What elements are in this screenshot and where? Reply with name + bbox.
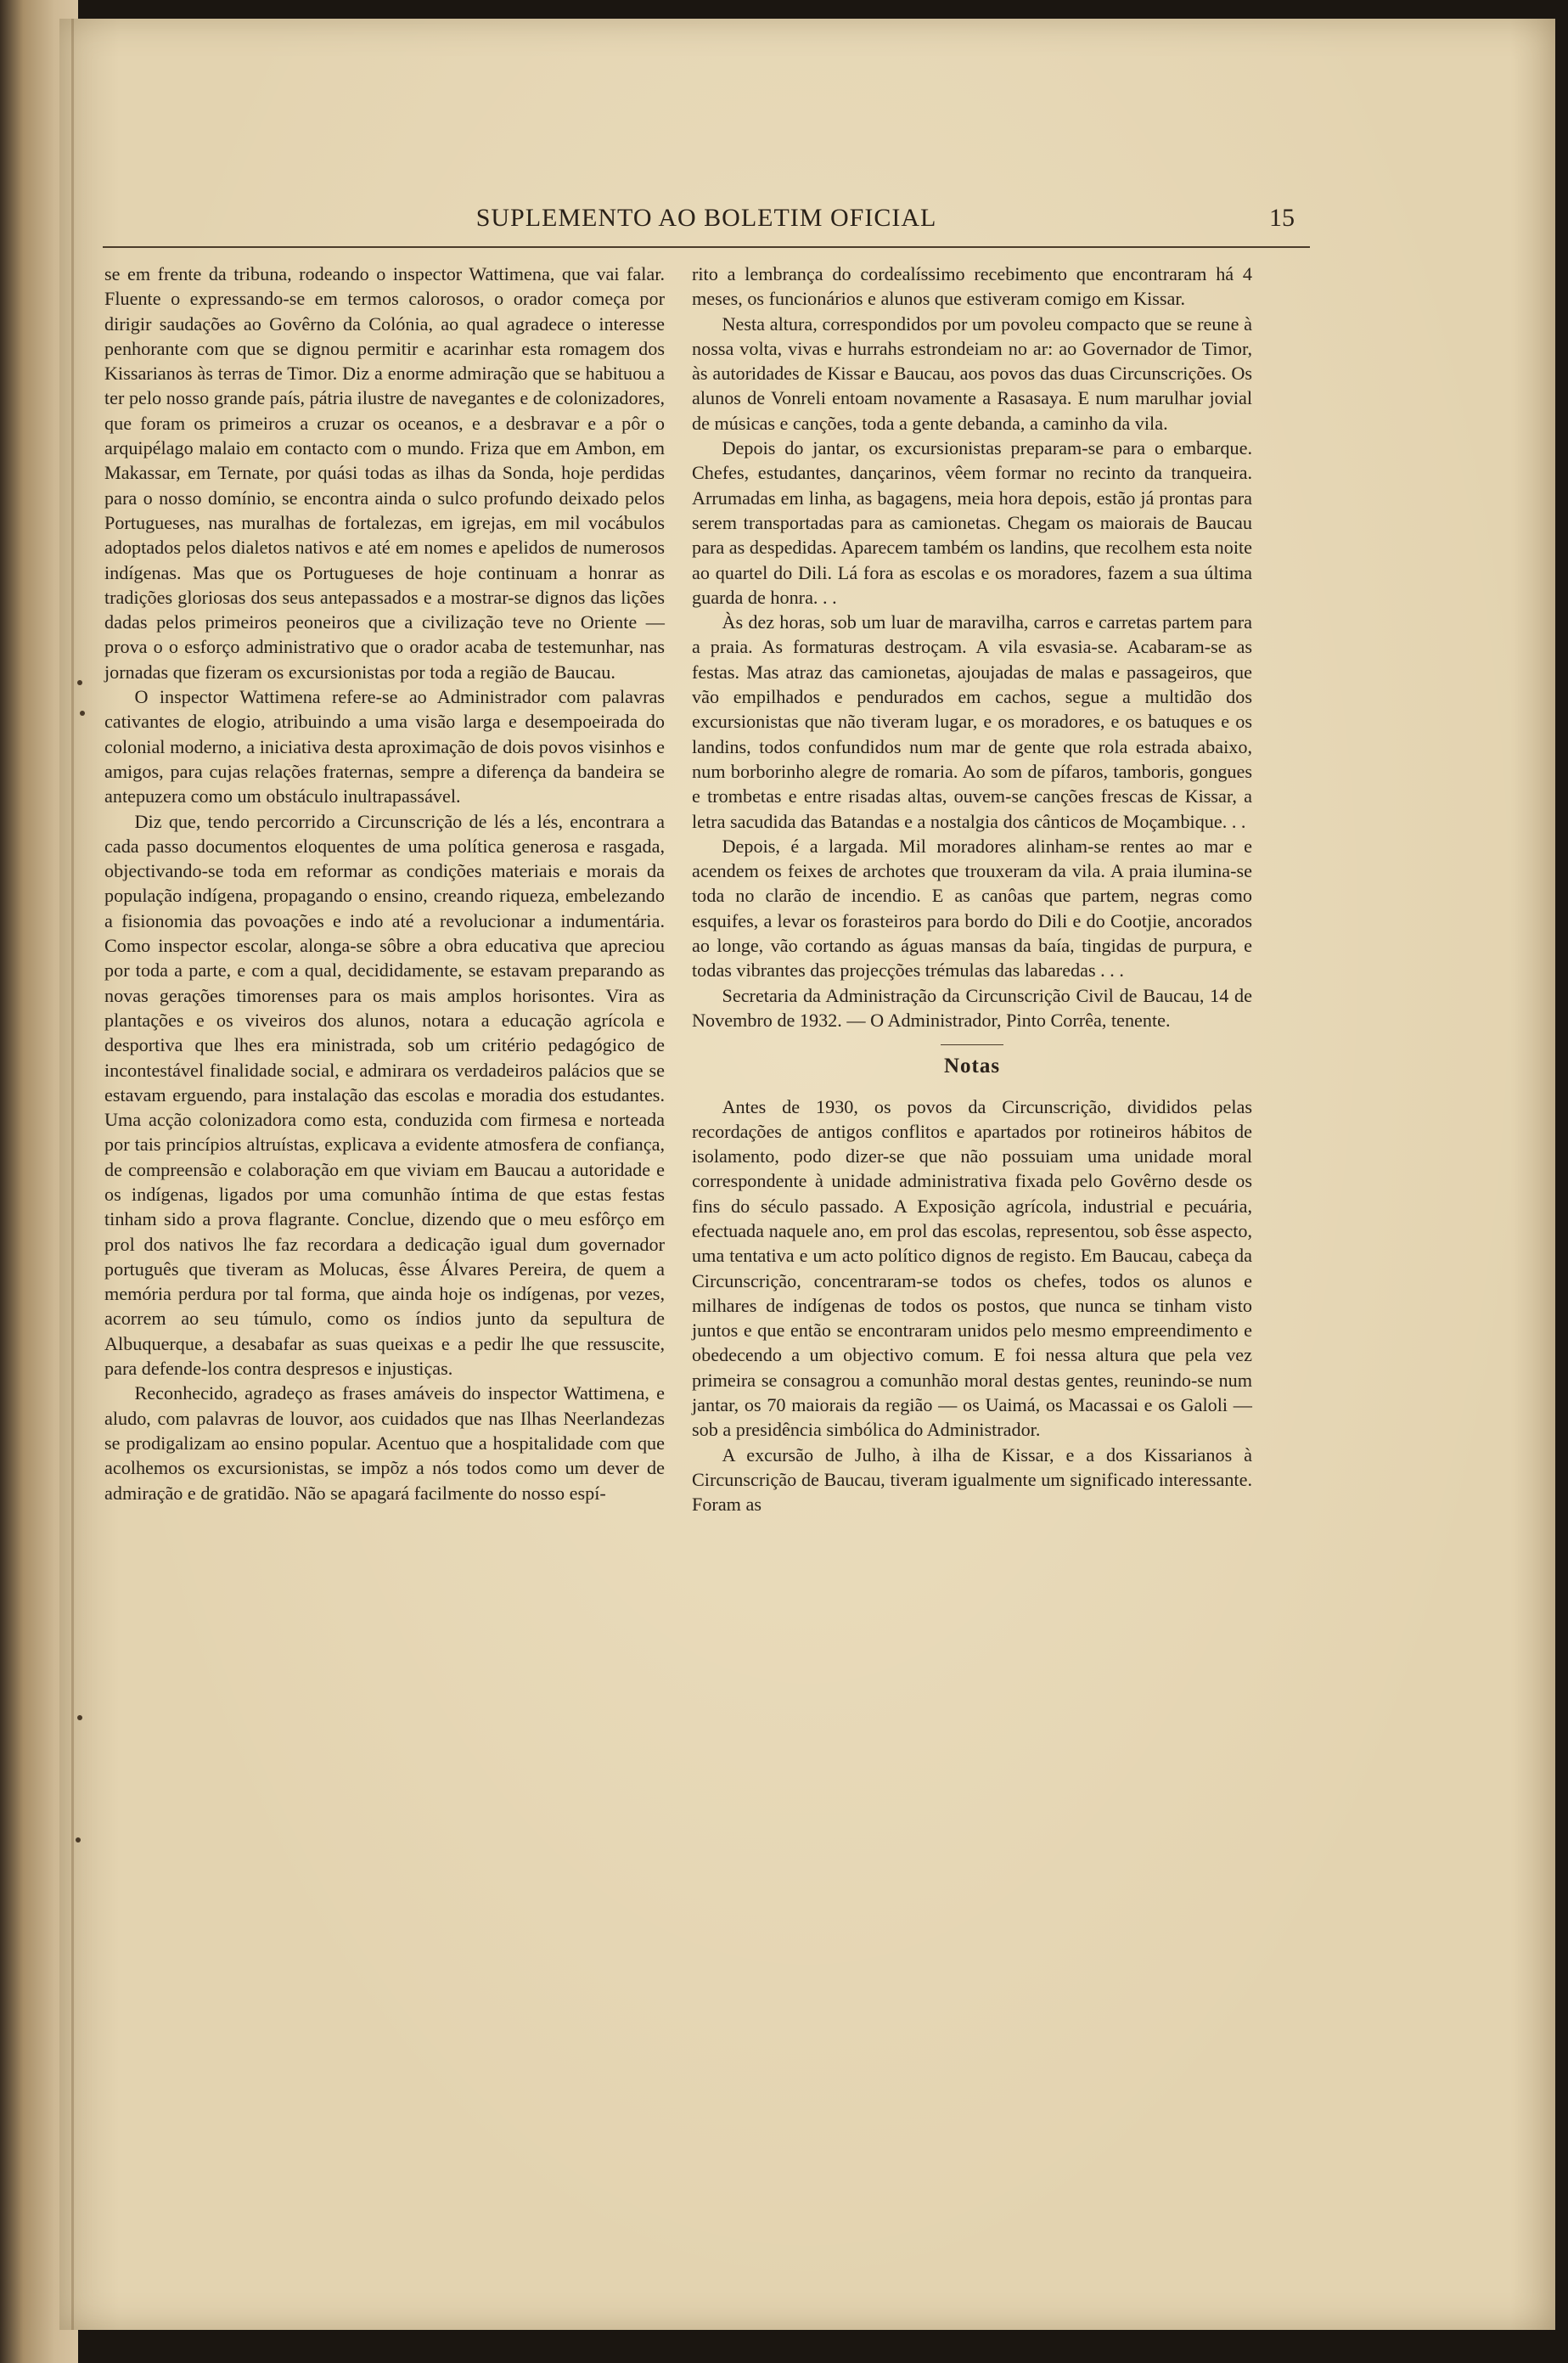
paragraph: rito a lembrança do cordealíssimo recebimento que encontraram há 4 meses, os funcionários e alunos que estiveram comigo em Kissar. (692, 263, 1252, 310)
section-divider (941, 1044, 1003, 1045)
notes-heading: Notas (943, 1055, 1001, 1078)
paragraph: A excursão de Julho, à ilha de Kissar, e a dos Kissarianos à Circunscrição de Baucau, tiveram igualmente um significado interessante. Foram as (692, 1443, 1252, 1516)
right-column (692, 262, 1252, 1517)
margin-mark (77, 680, 82, 685)
paragraph: se em frente da tribuna, rodeando o inspector Wattimena, que vai falar. Fluente o expressando-se em termos calorosos, o orador começa por dirigir saudações ao Govêrno da Colónia, ao qual agradece o interesse penhorante com que se dignou permitir e acarinhar esta romagem dos Kissarianos às terras de Timor. Diz a enorme admiração que se habituou a ter pelo nosso grande país, pátria ilustre de navegantes e de colonizadores, que foram os primeiros a cruzar os oceanos, e a desbravar e a pôr o arquipélago malaio em contacto com o mundo. Friza que em Ambon, em Makassar, em Ternate, por quási todas as ilhas da Sonda, hoje perdidas para o nosso domínio, se encontra ainda o sulco profundo deixado pelos Portugueses, nas muralhas de fortalezas, em igrejas, em mil vocábulos adoptados pelos dialetos nativos e até em nomes e apelidos de numerosos indígenas. Mas que os Portugueses de hoje continuam a honrar as tradições gloriosas dos seus antepassados e a mostrar-se dignos das lições dadas pelos primeiros peoneiros que a civilização teve no Oriente — prova o o esforço administrativo que o orador acaba de testemunhar, nas jornadas que fizeram os excursionistas por toda a região de Baucau. (104, 263, 665, 683)
margin-mark (80, 711, 85, 716)
paragraph: O inspector Wattimena refere-se ao Administrador com palavras cativantes de elogio, atribuindo a uma visão larga e desempoeirada do colonial moderno, a iniciativa desta aproximação de dois povos visinhos e amigos, para cujas relações fraternas, sempre a diferença da bandeira se antepuzera como um obstáculo inultrapassável. (104, 686, 665, 807)
margin-mark (76, 1837, 81, 1843)
margin-mark (77, 1715, 82, 1720)
page-number: 15 (1269, 204, 1295, 232)
signature: Secretaria da Administração da Circunscrição Civil de Baucau, 14 de Novembro de 1932. — O Administrador, Pinto Corrêa, tenente. (692, 984, 1252, 1031)
paragraph: Depois do jantar, os excursionistas preparam-se para o embarque. Chefes, estudantes, dançarinos, vêem formar no recinto da tranqueira. Arrumadas em linha, as bagagens, meia hora depois, estão já prontas para serem transportadas para as camionetas. Chegam os maiorais de Baucau para as despedidas. Aparecem também os landins, que recolhem esta noite ao quartel do Dili. Lá fora as escolas e os moradores, fazem a sua última guarda de honra. . . (692, 437, 1252, 608)
left-column (104, 262, 665, 1505)
paragraph: Antes de 1930, os povos da Circunscrição, divididos pelas recordações de antigos conflitos e apartados por rotineiros hábitos de isolamento, podo dizer-se que não possuiam uma unidade moral correspondente à unidade administrativa fixada pelo Govêrno desde os fins do século passado. A Exposição agrícola, industrial e pecuária, efectuada naquele ano, em prol das escolas, representou, sob êsse aspecto, uma tentativa e um acto político dignos de registo. Em Baucau, cabeça da Circunscrição, concentraram-se todos os chefes, todos os alunos e milhares de indígenas de todos os postos, que nunca se tinham visto juntos e que então se encontraram unidos pelo mesmo empreendimento e obedecendo a um objectivo comum. E foi nessa altura que pela vez primeira se consagrou a comunhão moral destas gentes, reunindo-se num jantar, os 70 maiorais da região — os Uaimá, os Macassai e os Galoli — sob a presidência simbólica do Administrador. (692, 1095, 1252, 1441)
paragraph: Diz que, tendo percorrido a Circunscrição de lés a lés, encontrara a cada passo documentos eloquentes de uma política generosa e rasgada, objectivando-se toda em reformar as condições materiais e morais da população indígena, propagando o ensino, creando riqueza, embelezando a fisionomia das povoações e indo até a revolucionar a indumentária. Como inspector escolar, alonga-se sôbre a obra educativa que apreciou por toda a parte, e com a qual, decididamente, se estavam preparando as novas gerações timorenses para os mais amplos horisontes. Vira as plantações e os viveiros dos alunos, notara a educação agrícola e desportiva que lhes era ministrada, sob um critério pedagógico de incontestável finalidade social, e admirara os verdadeiros palácios que se estavam erguendo, para instalação das escolas e moradia dos estudantes. Uma acção colonizadora como esta, conduzida com firmesa e norteada por tais princípios altruístas, explicava a evidente atmosfera de confiança, de compreensão e colaboração em que viviam em Baucau a autoridade e os indígenas, ligados por uma comunhão íntima de que estas festas tinham sido a prova flagrante. Conclue, dizendo que o meu esfôrço em prol dos nativos lhe faz recordara a dedicação igual dum governador português que tiveram as Molucas, êsse Álvares Pereira, de quem a memória perdura por tal forma, que ainda hoje os indígenas, por vezes, acorrem ao seu túmulo, como os índios junto da sepultura de Albuquerque, a desabafar as suas queixas e a pedir lhe que ressuscite, para defende-los contra despresos e injustiças. (104, 810, 665, 1380)
paragraph: Nesta altura, correspondidos por um povoleu compacto que se reune à nossa volta, vivas e hurrahs estrondeiam no ar: ao Governador de Timor, às autoridades de Kissar e Baucau, aos povos das duas Circunscrições. Os alunos de Vonreli entoam novamente a Rasasaya. E num marulhar jovial de músicas e canções, toda a gente debanda, a caminho da vila. (692, 312, 1252, 434)
header-title: SUPLEMENTO AO BOLETIM OFICIAL (475, 204, 937, 232)
paragraph: Às dez horas, sob um luar de maravilha, carros e carretas partem para a praia. As formaturas destroçam. A vila esvasia-se. Acabaram-se as festas. Mas atraz das camionetas, ajoujadas de malas e passageiros, que vão empilhados e pendurados em cachos, segue a multidão dos excursionistas que não tiveram lugar, e os moradores, e os batuques e os landins, todos confundidos num mar de gente que rola estrada abaixo, num borborinho alegre de romaria. Ao som de pífaros, tamboris, gongues e trombetas e entre risadas altas, ouvem-se canções frescas de Kissar, a letra sacudida das Batandas e a nostalgia dos cânticos de Moçambique. . . (692, 611, 1252, 832)
paragraph: Reconhecido, agradeço as frases amáveis do inspector Wattimena, e aludo, com palavras de louvor, aos cuidados que nas Ilhas Neerlandezas se prodigalizam ao ensino popular. Acentuo que a hospitalidade com que acolhemos os excursionistas, se impõz a nós todos como um dever de admiração e de gratidão. Não se apagará facilmente do nosso espí- (104, 1382, 665, 1504)
paragraph: Depois, é a largada. Mil moradores alinham-se rentes ao mar e acendem os feixes de archotes que trouxeram da vila. A praia ilumina-se toda no clarão de incendio. E as canôas que partem, negras como esquifes, a levar os forasteiros para bordo do Dili e do Cootjie, ancorados ao longe, vão cortando as águas mansas da baía, tingidas de purpura, e todas vibrantes das projecções trémulas das labaredas . . . (692, 835, 1252, 982)
fold-line (71, 19, 74, 2330)
page-header (103, 194, 1310, 248)
